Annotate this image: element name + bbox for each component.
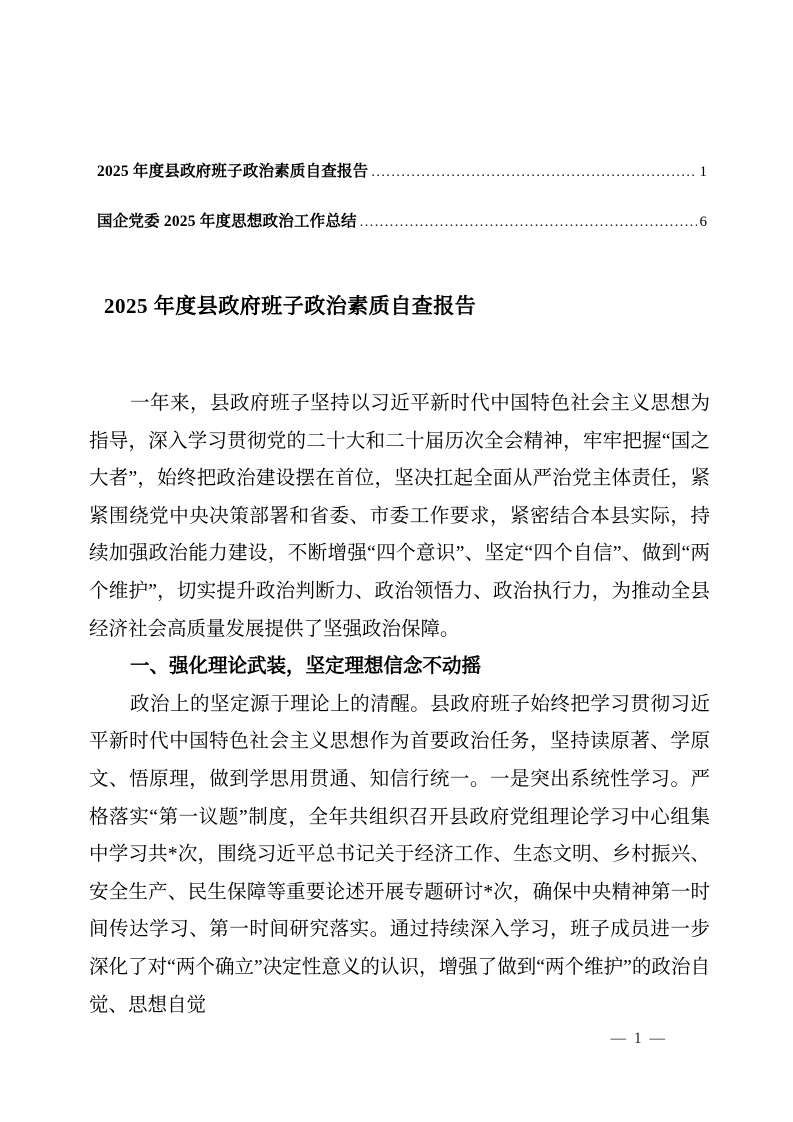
document-title: 2025 年度县政府班子政治素质自查报告 bbox=[104, 294, 477, 318]
toc-entry-1[interactable] bbox=[97, 159, 707, 181]
table-of-contents bbox=[97, 159, 707, 259]
toc-entry-title: 国企党委 2025 年度思想政治工作总结 bbox=[97, 213, 357, 230]
intro-paragraph: 一年来，县政府班子坚持以习近平新时代中国特色社会主义思想为指导，深入学习贯彻党的二十大和二十届历次全会精神，牢牢把握“国之大者”，始终把政治建设摆在首位，坚决扛起全面从严治党主体责任，紧紧围绕党中央决策部署和省委、市委工作要求，紧密结合本县实际，持续加强政治能力建设，不断增强“四个意识”、坚定“四个自信”、做到“两个维护”，切实提升政治判断力、政治领悟力、政治执行力，为推动全县经济社会高质量发展提供了坚强政治保障。 bbox=[89, 393, 710, 640]
page-number: — 1 — bbox=[610, 1030, 667, 1047]
toc-entry-page-number: 6 bbox=[699, 214, 707, 230]
section-heading-1: 一、强化理论武装，坚定理想信念不动摇 bbox=[129, 655, 481, 678]
toc-dot-leader bbox=[360, 215, 697, 231]
toc-entry-title: 2025 年度县政府班子政治素质自查报告 bbox=[97, 163, 369, 180]
toc-entry-2[interactable] bbox=[97, 209, 707, 231]
document-body bbox=[89, 385, 710, 1024]
toc-dot-leader bbox=[371, 165, 696, 181]
section-paragraph: 政治上的坚定源于理论上的清醒。县政府班子始终把学习贯彻习近平新时代中国特色社会主义思想作为首要政治任务，坚持读原著、学原文、悟原理，做到学思用贯通、知信行统一。一是突出系统性学习。严格落实“第一议题”制度，全年共组织召开县政府党组理论学习中心组集中学习共*次，围绕习近平总书记关于经济工作、生态文明、乡村振兴、安全生产、民生保障等重要论述开展专题研讨*次，确保中央精神第一时间传达学习、第一时间研究落实。通过持续深入学习，班子成员进一步深化了对“两个确立”决定性意义的认识，增强了做到“两个维护”的政治自觉、思想自觉 bbox=[89, 693, 710, 1016]
toc-entry-page-number: 1 bbox=[699, 164, 707, 180]
page-footer bbox=[611, 1030, 668, 1048]
